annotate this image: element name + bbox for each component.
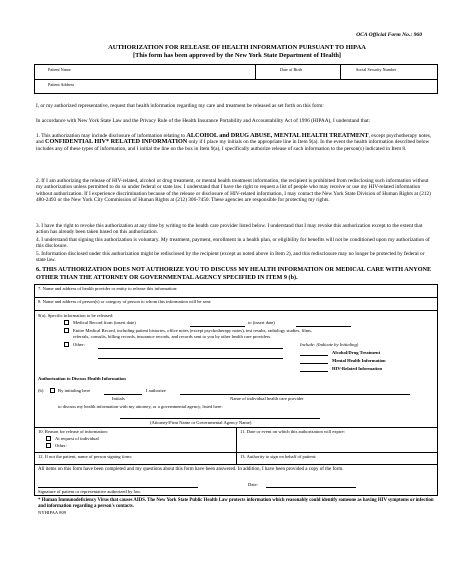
attorney-caption: (Attorney/Firm Name or Governmental Agency Name) — [150, 420, 252, 425]
item-1-a: 1. This authorization may include disclosure of information relating to — [36, 133, 187, 139]
item-2-text: 2. If I am authorizing the release of HIV-related, alcohol or drug treatment, or mental health treatment information, the recipient is prohibited from redisclosing such information without my authorization unless permitted to do so under federal or state law. I understand that I have the right to request a list of people who may receive or use my HIV-related information without authorization. If I experience discrimination because of the release or disclosure of HIV-related information, I may contact the New York State Division of Human Rights at (212) 480-2493 or the New York City Commission of Human Rights at (212) 306-7450. These agencies are responsible for protecting my rights. — [36, 178, 431, 204]
mental-label: Mental Health Information — [332, 358, 386, 363]
other-line-2 — [98, 358, 283, 359]
discuss-label: to discuss my health information with my attorney, or a governmental agency, listed here: — [58, 404, 223, 409]
patient-address-label[interactable]: Patient Address — [48, 82, 75, 87]
row-10-vline — [236, 427, 237, 452]
patient-box-vline2 — [340, 64, 341, 79]
date-line[interactable] — [266, 487, 356, 488]
other-checkbox[interactable] — [64, 342, 69, 347]
hipaa-text: In accordance with New York State Law and the Privacy Rule of the Health Insurance Portability and Accountability Act of 1996 (HIPAA), I understand that: — [36, 118, 371, 124]
mental-initial-line[interactable] — [300, 363, 328, 364]
signature-line[interactable] — [38, 487, 198, 488]
signature-caption: Signature of patient or representative authorized by law. — [38, 489, 142, 494]
row-divider-11 — [34, 464, 438, 465]
form-title — [0, 44, 474, 60]
item-1-c: , except psychotherapy notes, and — [36, 133, 432, 146]
item-7-label[interactable]: 7. Name and address of health provider or entity to release this information: — [38, 286, 178, 291]
item-9b-checkbox[interactable] — [50, 388, 55, 393]
item-3-text: 3. I have the right to revoke this authorization at any time by writing to the health care provider listed below. I understand that I may revoke this authorization except to the extent that action has already been taken based on this authorization. — [36, 223, 423, 236]
row-12-vline — [236, 452, 237, 464]
item-13-label[interactable]: 13. Authority to sign on behalf of patient: — [240, 454, 317, 459]
ssn-label[interactable]: Social Security Number — [356, 67, 397, 72]
hiv-initial-line[interactable] — [300, 371, 328, 372]
other-10-checkbox[interactable] — [46, 443, 51, 448]
item-9b-provider-line[interactable] — [180, 394, 410, 395]
medical-record-from-line — [190, 326, 245, 327]
item-5-text: 5. Information disclosed under this authorization might be redisclosed by the recipient (except as noted above in Item 2), and this redisclosure may no longer be protected by federal or state law. — [36, 251, 425, 264]
at-request-checkbox[interactable] — [46, 436, 51, 441]
title-main: AUTHORIZATION FOR RELEASE OF HEALTH INFORMATION PURSUANT TO HIPAA — [108, 44, 366, 51]
form-code: NYHIPAA 809 — [38, 510, 67, 515]
item-8-label[interactable]: 8. Name and address of person(s) or category of person to whom this information will be sent: — [38, 299, 212, 304]
item-9a-label: 9(a). Specific information to be released: — [38, 313, 114, 318]
form-number: OCA Official Form No.: 960 — [356, 32, 422, 38]
item-6-text: 6. THIS AUTHORIZATION DOES NOT AUTHORIZE YOU TO DISCUSS MY HEALTH INFORMATION OR MEDICAL CARE WITH ANYONE OTHER THAN THE ATTORNEY OR GOVERNMENTAL AGENCY SPECIFIED IN ITEM 9 (b). — [36, 266, 432, 281]
other-line — [98, 348, 283, 349]
other-label: Other: — [73, 342, 85, 347]
item-10-label: 10. Reason for release of information: — [38, 429, 108, 434]
patient-box-vline1 — [255, 64, 256, 79]
hiv-label: HIV-Related Information — [332, 366, 383, 371]
medical-record-to-line — [296, 326, 351, 327]
item-12-label[interactable]: 12. If not the patient, name of person signing form: — [38, 454, 133, 459]
medical-record-label: Medical Record from (insert date) — [73, 320, 136, 325]
entire-record-label: Entire Medical Record, including patient histories, office notes (except psychotherapy notes), test results, radiology studies, films, — [73, 328, 313, 333]
item-9b-label: (b) — [38, 388, 44, 393]
alcohol-label: Alcohol/Drug Treatment — [332, 350, 381, 355]
item-11-label[interactable]: 11. Date or event on which this authorization will expire: — [240, 429, 345, 434]
item-9b-initial-line[interactable] — [104, 394, 142, 395]
dob-label[interactable]: Date of Birth — [280, 67, 303, 72]
answered-text: All items on this form have been completed and my questions about this form have been answered. In addition, I have been provided a copy of the form. — [38, 467, 344, 472]
to-date-label: to (insert date) — [248, 320, 275, 325]
item-1-d: CONFIDENTIAL HIV* RELATED INFORMATION — [44, 138, 188, 146]
item-9b-initialing-label: By initialing here — [58, 388, 91, 393]
item-1-e: only if I place my initials on the appropriate line in Item 9(a). In the event the health information described below includes any of these types of information, and I initial the line on the box in Item 9(a), I specifically authorize release of such information to the person(s) indicated in Item 8. — [36, 139, 430, 152]
patient-name-label[interactable]: Patient Name — [48, 67, 71, 72]
medical-record-checkbox[interactable] — [64, 320, 69, 325]
item-1-text — [36, 133, 434, 152]
entire-record-checkbox[interactable] — [64, 328, 69, 333]
at-request-label: At request of individual — [55, 436, 99, 441]
include-label: Include: (Indicate by Initialing) — [300, 342, 359, 347]
entire-record-label-2: referrals, consults, billing records, insurance records, and records sent to you by other health care providers. — [73, 334, 272, 339]
alcohol-initial-line[interactable] — [300, 355, 328, 356]
patient-box-divider — [34, 79, 438, 80]
row-divider-8 — [34, 310, 438, 311]
footnote-text: * Human Immunodeficiency Virus that causes AIDS. The New York State Public Health Law protects information which reasonably could identify someone as having HIV symptoms or infection and information regarding a person's contacts. — [38, 498, 434, 509]
provider-caption: Name of individual health care provider — [230, 396, 304, 401]
initials-caption: Initials — [112, 396, 125, 401]
date-label: Date: — [248, 482, 258, 487]
title-subtitle: [This form has been approved by the New York State Department of Health] — [132, 52, 342, 59]
row-divider-7 — [34, 297, 438, 298]
attorney-line[interactable] — [120, 418, 320, 419]
intro-text: I, or my authorized representative, request that health information regarding my care and treatment be released as set forth on this form: — [36, 103, 324, 109]
item-1-b: ALCOHOL and DRUG ABUSE, MENTAL HEALTH TREATMENT — [186, 132, 369, 139]
other-10-label: Other: — [55, 443, 67, 448]
item-9b-authorize-label: I authorize — [146, 388, 166, 393]
item-4-text: 4. I understand that signing this authorization is voluntary. My treatment, payment, enrollment in a health plan, or eligibility for benefits will not be conditioned upon my authorization of this disclosure. — [36, 237, 430, 250]
auth-discuss-label: Authorization to Discuss Health Information — [38, 376, 126, 381]
